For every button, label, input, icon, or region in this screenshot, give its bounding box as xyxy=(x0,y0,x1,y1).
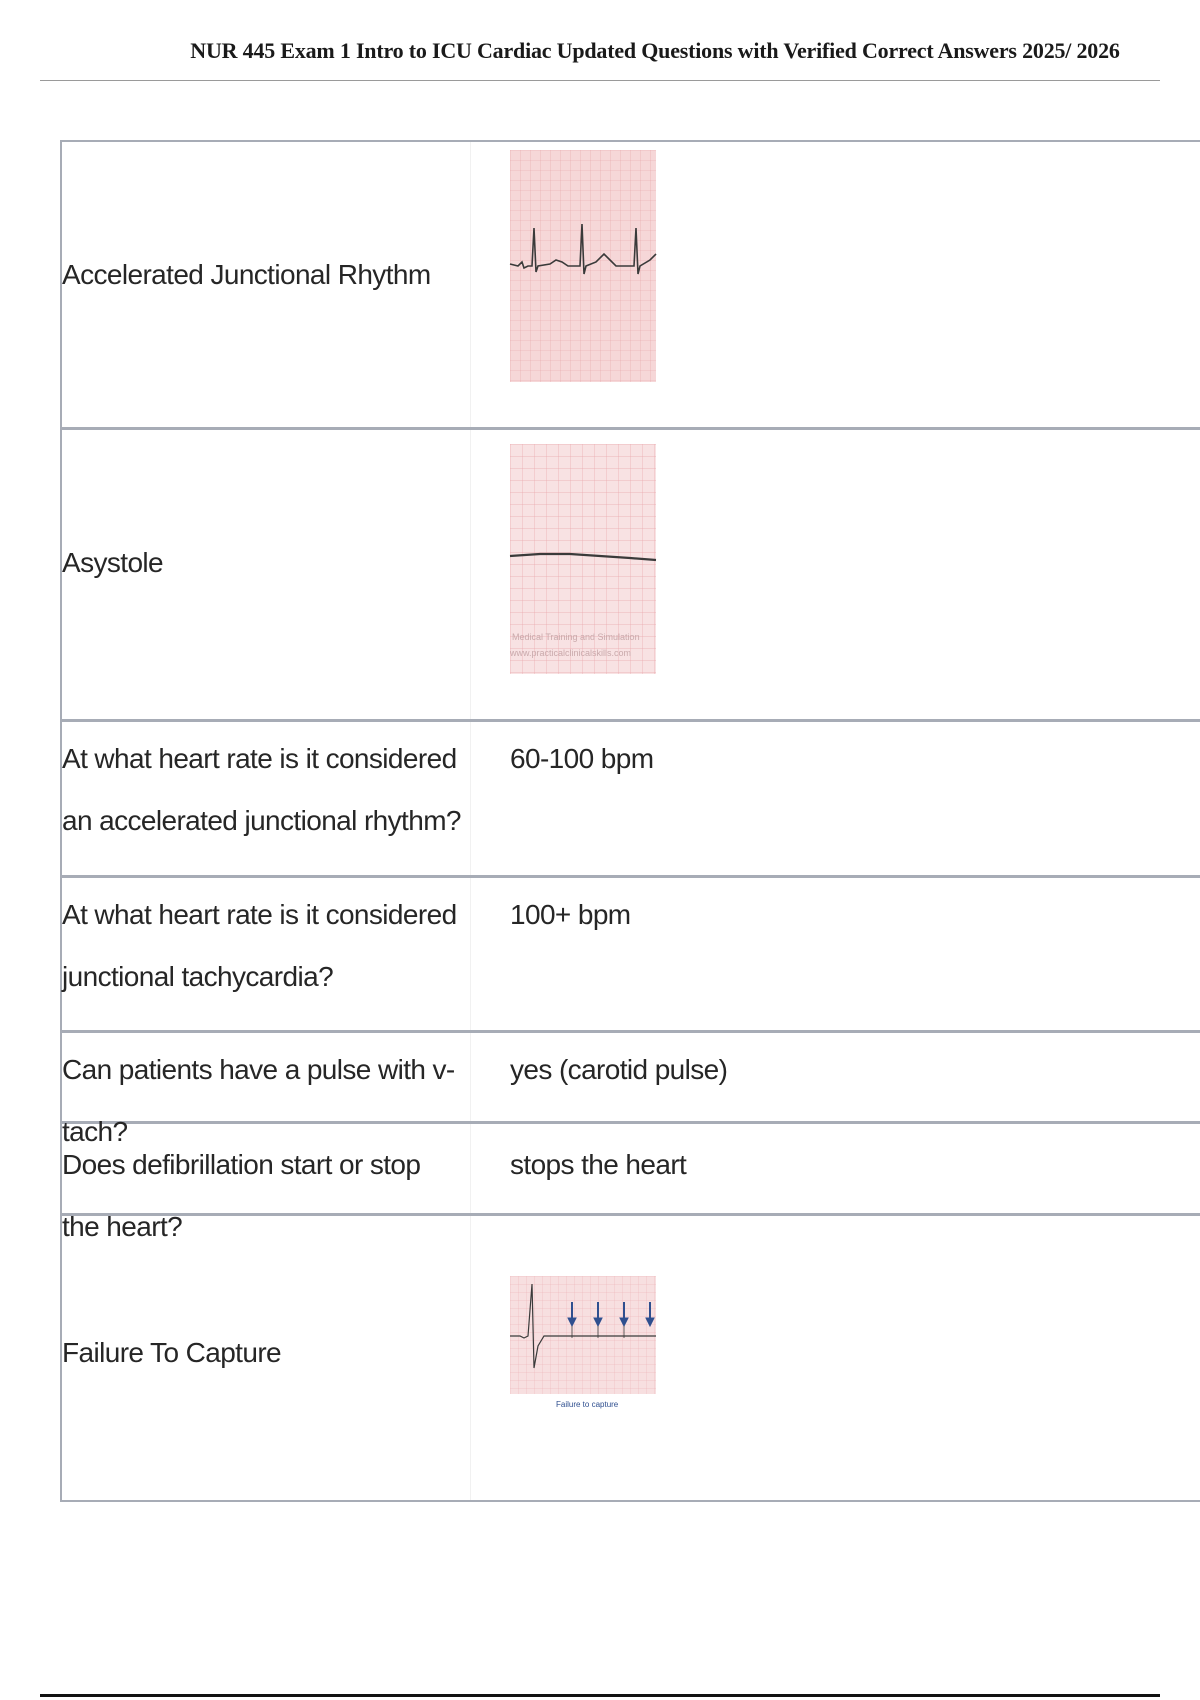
ecg-accelerated-junctional-rhythm-image xyxy=(510,150,656,382)
term-cell: Does defibrillation start or stop the heart? xyxy=(62,1149,421,1242)
term-cell: At what heart rate is it considered an accelerated junctional rhythm? xyxy=(62,743,461,836)
watermark-line-2: www.practicalclinicalskills.com xyxy=(510,648,632,658)
column-divider xyxy=(470,1033,471,1121)
document-title: NUR 445 Exam 1 Intro to ICU Cardiac Updated Questions with Verified Correct Answers 2025/ 2026 xyxy=(190,38,1120,63)
column-divider xyxy=(470,1216,471,1500)
ecg-asystole-image xyxy=(510,444,656,674)
table-row xyxy=(62,878,1200,1033)
table-row xyxy=(62,142,1200,430)
table-row xyxy=(62,722,1200,878)
term-cell: At what heart rate is it considered junctional tachycardia? xyxy=(62,899,457,992)
ecg-failure-to-capture-image xyxy=(510,1276,656,1426)
table-row xyxy=(62,1033,1200,1147)
definition-cell: 60-100 bpm xyxy=(510,743,654,774)
definition-cell: 100+ bpm xyxy=(510,899,631,930)
definition-cell: stops the heart xyxy=(510,1149,687,1180)
definition-cell: yes (carotid pulse) xyxy=(510,1054,728,1085)
column-divider xyxy=(470,1124,471,1213)
watermark-line-1: Medical Training and Simulation xyxy=(512,632,640,642)
table-row xyxy=(62,1124,1200,1242)
term-cell: Failure To Capture xyxy=(62,1337,282,1368)
table-row xyxy=(62,430,1200,722)
term-cell: Asystole xyxy=(62,547,164,578)
column-divider xyxy=(470,722,471,875)
column-divider xyxy=(470,878,471,1030)
footer-divider xyxy=(40,1694,1160,1697)
table-row xyxy=(62,1216,1200,1502)
term-cell: Accelerated Junctional Rhythm xyxy=(62,259,431,290)
column-divider xyxy=(470,142,471,427)
header-divider xyxy=(40,80,1160,81)
flashcard-table xyxy=(60,140,1200,1502)
page-header xyxy=(0,38,1200,64)
ecg-caption: Failure to capture xyxy=(556,1400,619,1409)
column-divider xyxy=(470,430,471,719)
term-cell: Can patients have a pulse with v-tach? xyxy=(62,1054,455,1147)
